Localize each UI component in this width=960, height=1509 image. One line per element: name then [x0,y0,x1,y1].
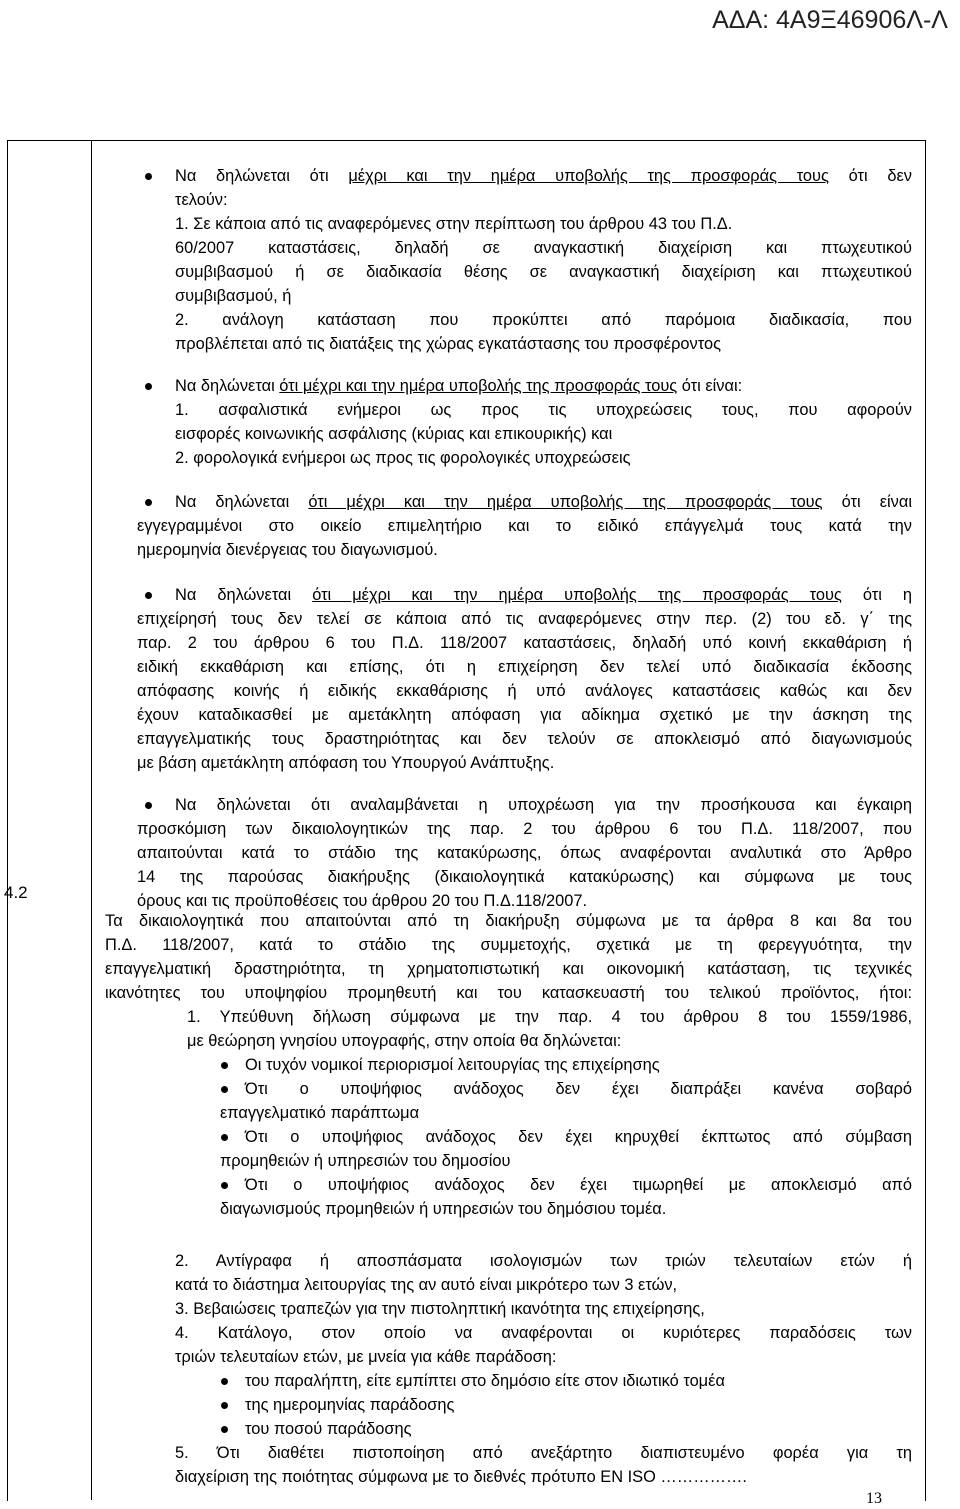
underlined-phrase: ότι μέχρι και την ημέρα υποβολής της προσφοράς τους [308,493,823,511]
text-line: 1. Υπεύθυνη δήλωση σύμφωνα με την παρ. 4 του άρθρου 8 του 1559/1986, [187,1008,912,1026]
text-line: ημερομηνία διενέργειας του διαγωνισμού. [137,541,438,559]
text-line: εγγεγραμμένοι στο οικείο επιμελητήριο και το ειδικό επάγγελμά τους κατά την [137,517,912,535]
text-line: κατά το διάστημα λειτουργίας της αν αυτό είναι μικρότερο των 3 ετών, [175,1276,678,1294]
text-line: του παραλήπτη, είτε εμπίπτει στο δημόσιο είτε στον ιδιωτικό τομέα [245,1372,725,1390]
text-line: τριών τελευταίων ετών, με μνεία για κάθε παράδοση: [175,1348,557,1366]
page-number: 13 [866,1490,882,1507]
text-line: με βάση αμετάκλητη απόφαση του Υπουργού Ανάπτυξης. [137,754,555,772]
text-line: διαγωνισμούς προμηθειών ή υπηρεσιών του δημόσιου τομέα. [220,1200,667,1218]
text-line: 60/2007 καταστάσεις, δηλαδή σε αναγκαστική διαχείριση και πτωχευτικού [175,239,912,257]
bullet-icon [145,499,152,506]
text-line: 1. Σε κάποια από τις αναφερόμενες στην περίπτωση του άρθρου 43 του Π.Δ. [175,215,733,233]
section-number: 4.2 [4,883,28,902]
text-line: επιχείρησή τους δεν τελεί σε κάποια από τις αναφερόμενες στην περ. (2) του εδ. γ΄ της [137,610,912,628]
text-line: επαγγελματική δραστηριότητα, τη χρηματοπιστωτική και οικονομική κατάσταση, τις τεχνικές [105,960,912,978]
text-line: Να δηλώνεται ότι αναλαμβάνεται η υποχρέωση για την προσήκουσα και έγκαιρη [175,796,912,814]
text-line: όρους και τις προϋποθέσεις του άρθρου 20 του Π.Δ.118/2007. [137,892,588,910]
text-segment: ότι η [841,586,912,604]
text-line: συμβιβασμού ή σε διαδικασία θέσης σε αναγκαστική διαχείριση και πτωχευτικού [175,263,912,281]
text-line: συμβιβασμού, ή [175,287,292,305]
text-line: προβλέπεται από τις διατάξεις της χώρας εγκατάστασης του προσφέροντος [175,335,721,353]
bullet-icon [221,1134,228,1141]
text-line: Ότι ο υποψήφιος ανάδοχος δεν έχει διαπράξει κανένα σοβαρό [245,1080,912,1098]
text-line: απόφασης κοινής ή ειδικής εκκαθάρισης ή υπό ανάλογες καταστάσεις καθώς και δεν [137,682,912,700]
text-line: 4. Κατάλογο, στον οποίο να αναφέρονται οι κυριότερες παραδόσεις των [175,1324,912,1342]
text-line: 2. φορολογικά ενήμεροι ως προς τις φορολογικές υποχρεώσεις [175,449,631,467]
text-line: με θεώρηση γνησίου υπογραφής, στην οποία θα δηλώνεται: [187,1032,622,1050]
text-line: του ποσού παράδοσης [245,1420,412,1438]
text-segment: ότι είναι: [677,377,743,395]
text-segment: Να δηλώνεται [175,377,280,395]
bullet-icon [145,383,152,390]
text-line: 2. ανάλογη κατάσταση που προκύπτει από παρόμοια διαδικασία, που [175,311,912,329]
bullet-icon [221,1378,228,1385]
text-line: ειδική εκκαθάριση και επίσης, ότι η επιχείρηση δεν τελεί υπό διαδικασία έκδοσης [137,658,912,676]
underlined-phrase: ότι μέχρι και την ημέρα υποβολής της προσφοράς τους [279,377,678,395]
text-line: 2. Αντίγραφα ή αποσπάσματα ισολογισμών των τριών τελευταίων ετών ή [175,1252,912,1270]
text-line: 1. ασφαλιστικά ενήμεροι ως προς τις υποχρεώσεις τους, που αφορούν [175,401,912,419]
text-line: τελούν: [175,191,228,209]
text-line: ικανότητες του υποψηφίου προμηθευτή και του κατασκευαστή του τελικού προϊόντος, ήτοι: [105,984,912,1002]
text-line [175,583,912,607]
text-line: 3. Βεβαιώσεις τραπεζών για την πιστοληπτική ικανότητα της επιχείρησης, [175,1300,705,1318]
text-line: επαγγελματικό παράπτωμα [220,1104,420,1122]
text-line: διαχείριση της ποιότητας σύμφωνα με το διεθνές πρότυπο EN ISO ……………. [175,1468,747,1486]
text-line: εισφορές κοινωνικής ασφάλισης (κύριας και επικουρικής) και [175,425,613,443]
document-id: ΑΔΑ: 4Α9Ξ46906Λ-Λ [712,6,948,34]
text-line: Τα δικαιολογητικά που απαιτούνται από τη διακήρυξη σύμφωνα με τα άρθρα 8 και 8α του [105,912,912,930]
bullet-icon [221,1426,228,1433]
text-line [175,164,912,188]
text-line: 14 της παρούσας διακήρυξης (δικαιολογητικά κατακύρωσης) και σύμφωνα με τους [137,868,912,886]
bullet-icon [221,1402,228,1409]
bullet-icon [221,1062,228,1069]
text-line: προμηθειών ή υπηρεσιών του δημοσίου [220,1152,511,1170]
text-line [175,490,912,514]
bullet-icon [221,1086,228,1093]
text-line: Ότι ο υποψήφιος ανάδοχος δεν έχει κηρυχθεί έκπτωτος από σύμβαση [245,1128,912,1146]
bullet-icon [221,1182,228,1189]
text-line: Ότι ο υποψήφιος ανάδοχος δεν έχει τιμωρηθεί με αποκλεισμό από [245,1176,912,1194]
underlined-phrase: ότι μέχρι και την ημέρα υποβολής της προσφοράς τους [312,586,842,604]
bullet-icon [145,592,152,599]
text-segment: Να δηλώνεται ότι [175,167,349,185]
underlined-phrase: μέχρι και την ημέρα υποβολής της προσφοράς τους [348,167,829,185]
text-line [175,374,912,398]
text-segment: Να δηλώνεται [175,493,309,511]
column-divider [91,140,92,1500]
text-line: της ημερομηνίας παράδοσης [245,1396,455,1414]
text-line: Οι τυχόν νομικοί περιορισμοί λειτουργίας της επιχείρησης [245,1056,660,1074]
text-line: παρ. 2 του άρθρου 6 του Π.Δ. 118/2007 καταστάσεις, δηλαδή υπό κοινή εκκαθάριση ή [137,634,912,652]
text-line: απαιτούνται κατά το στάδιο της κατακύρωσης, όπως αναφέρονται αναλυτικά στο Άρθρο [137,844,912,862]
text-line: προσκόμιση των δικαιολογητικών της παρ. 2 του άρθρου 6 του Π.Δ. 118/2007, που [137,820,912,838]
bullet-icon [145,802,152,809]
text-line: Π.Δ. 118/2007, κατά το στάδιο της συμμετοχής, σχετικά με τη φερεγγυότητα, την [105,936,912,954]
text-line: 5. Ότι διαθέτει πιστοποίηση από ανεξάρτητο διαπιστευμένο φορέα για τη [175,1444,912,1462]
text-segment: Να δηλώνεται [175,586,313,604]
text-segment: ότι είναι [822,493,912,511]
bullet-icon [145,173,152,180]
text-segment: ότι δεν [828,167,912,185]
text-line: επαγγελματικής τους δραστηριότητας και δεν τελούν σε αποκλεισμό από διαγωνισμούς [137,730,912,748]
text-line: έχουν καταδικασθεί με αμετάκλητη απόφαση για αδίκημα σχετικό με την άσκηση της [137,706,912,724]
